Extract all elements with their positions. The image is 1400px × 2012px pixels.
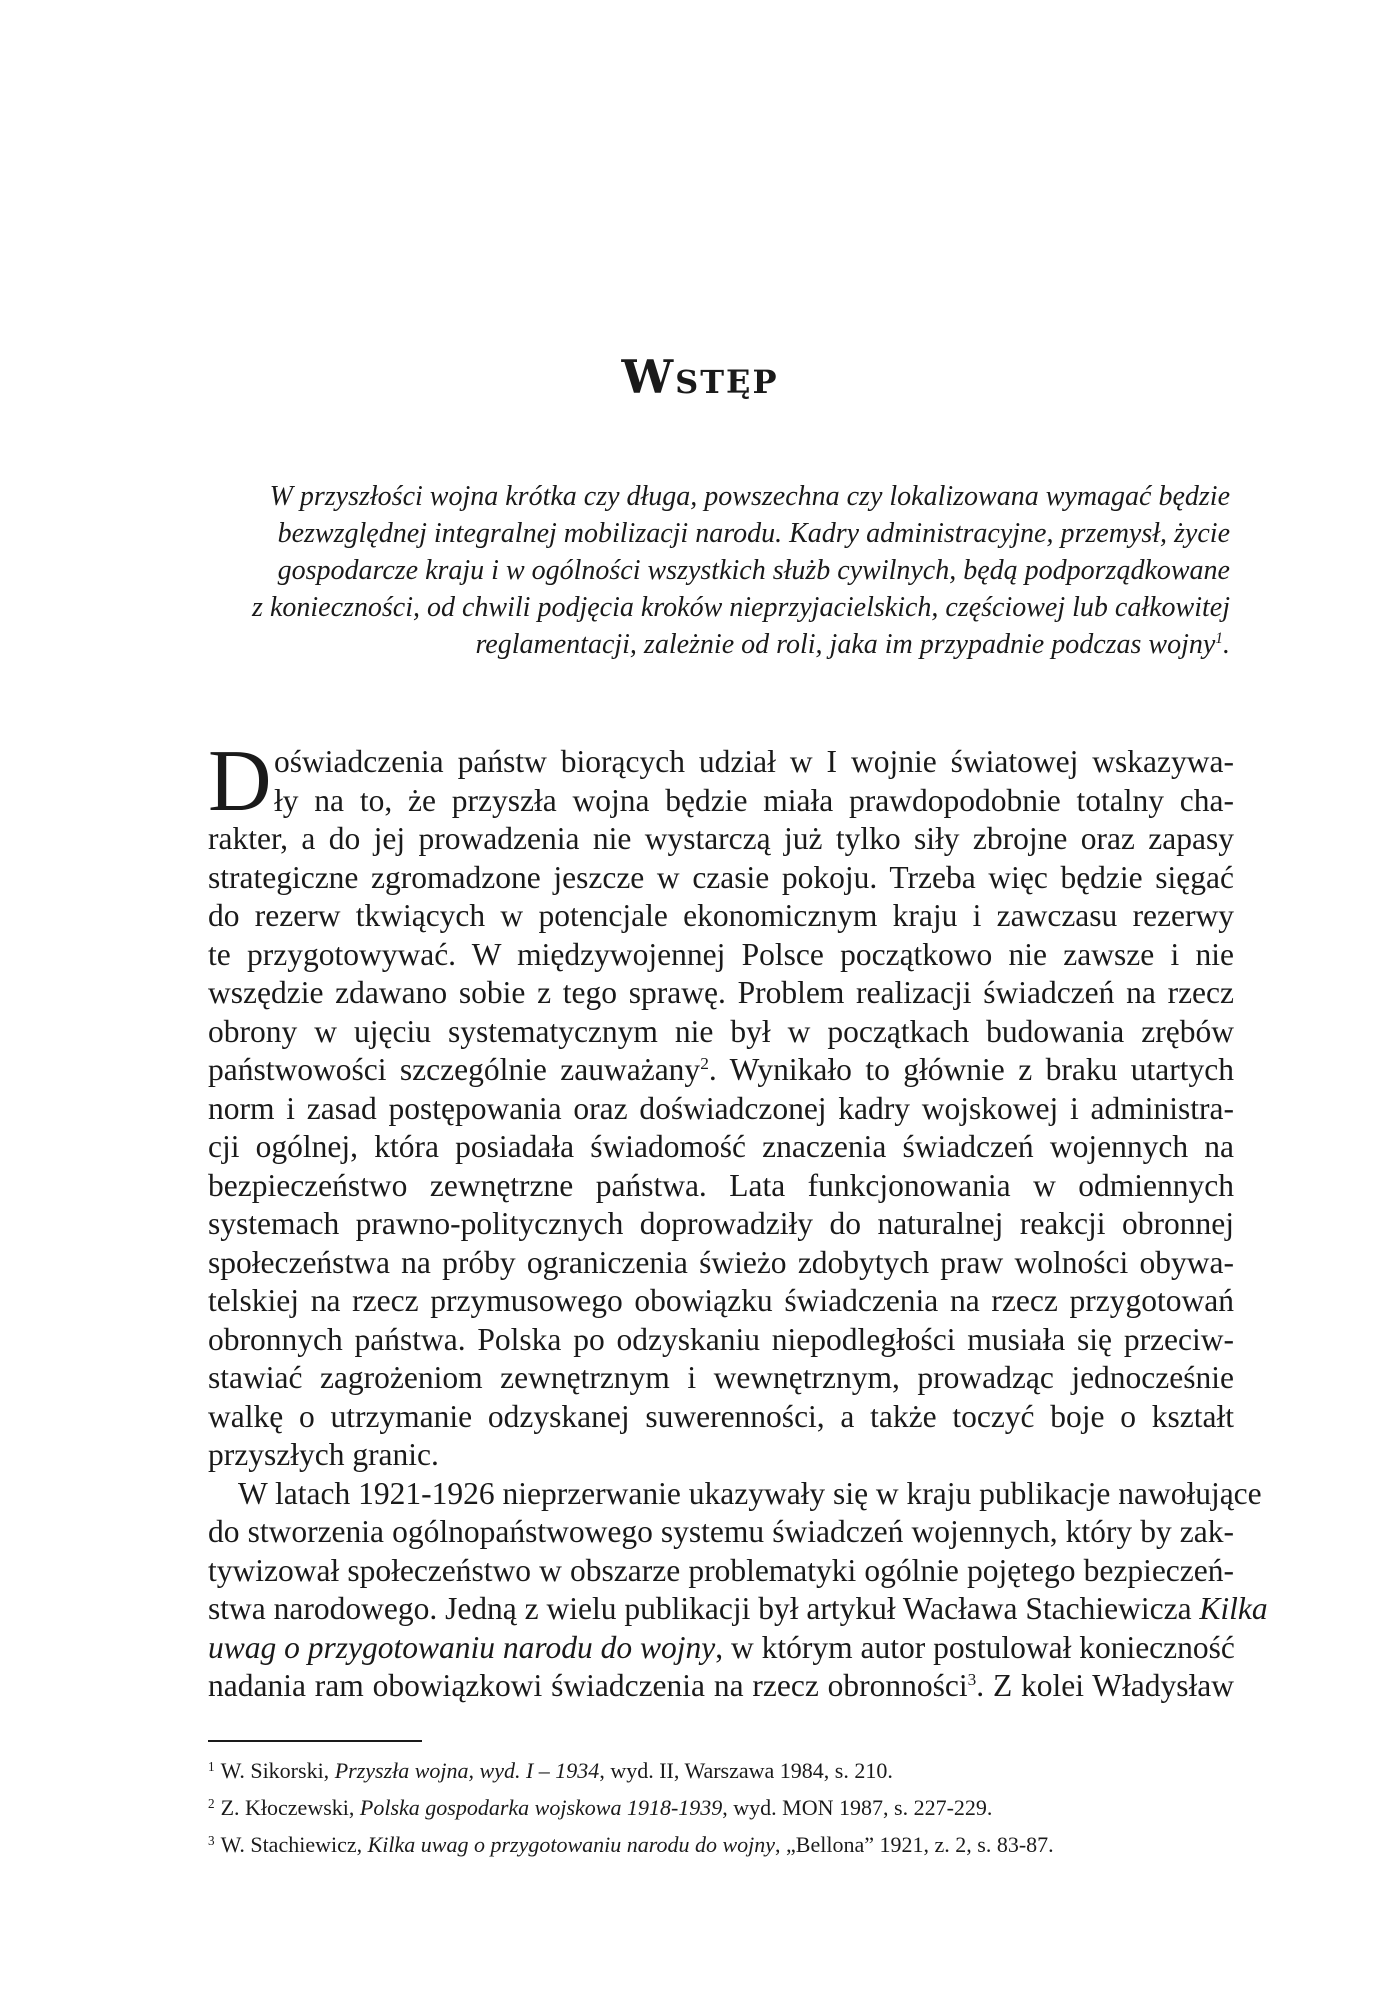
footnote-italic: Przyszła wojna, wyd. I – 1934: [334, 1758, 600, 1783]
body-line: [208, 1667, 1234, 1706]
footnote-ref: 1: [1215, 630, 1223, 647]
epigraph-line: z konieczności, od chwili podjęcia kroków nieprzyjacielskich, częściowej lub całkowitej: [252, 592, 1230, 623]
footnote-text: , wyd. II, Warszawa 1984, s. 210.: [599, 1758, 893, 1783]
epigraph-end: .: [1223, 629, 1230, 660]
body-line-text: , w którym autor postulował konieczność: [715, 1629, 1235, 1665]
body-line: systemach prawno-politycznych doprowadziły do naturalnej reakcji obronnej: [208, 1206, 1234, 1241]
body-line: oświadczenia państw biorących udział w I wojnie światowej wskazywa-: [274, 744, 1234, 779]
epigraph-line: gospodarcze kraju i w ogólności wszystkich służb cywilnych, będą podporządkowane: [277, 555, 1230, 586]
body-line: cji ogólnej, która posiadała świadomość znaczenia świadczeń wojennych na: [208, 1129, 1234, 1164]
footnote-number: 1: [208, 1758, 215, 1774]
epigraph-line: bezwzględnej integralnej mobilizacji narodu. Kadry administracyjne, przemysł, życie: [277, 518, 1230, 549]
body-line: [208, 1629, 1234, 1668]
body-line: bezpieczeństwo zewnętrzne państwa. Lata funkcjonowania w odmiennych: [208, 1167, 1234, 1203]
footnote-ref: 3: [967, 1669, 977, 1689]
footnote: [208, 1789, 1234, 1826]
body-line: do rezerw tkwiących w potencjale ekonomicznym kraju i zawczasu rezerwy: [208, 898, 1234, 933]
body-line: do stworzenia ogólnopaństwowego systemu świadczeń wojennych, który by zak-: [208, 1514, 1234, 1549]
epigraph-line: W przyszłości wojna krótka czy długa, powszechna czy lokalizowana wymagać będzie: [269, 481, 1230, 512]
body-line: obrony w ujęciu systematycznym nie był w początkach budowania zrębów: [208, 1013, 1234, 1049]
body-line: stawiać zagrożeniom zewnętrznym i wewnętrznym, prowadząc jednocześnie: [208, 1360, 1234, 1395]
footnotes: [208, 1752, 1234, 1863]
footnote-number: 2: [208, 1795, 215, 1811]
epigraph-line: [250, 626, 1230, 663]
footnote: [208, 1752, 1234, 1789]
body-line: telskiej na rzecz przymusowego obowiązku świadczenia na rzecz przygotowań: [208, 1283, 1234, 1318]
body-line: przyszłych granic.: [208, 1437, 439, 1472]
book-title-italic: Kilka: [1199, 1591, 1268, 1626]
chapter-title: Wstęp: [621, 350, 779, 404]
body-line: strategiczne zgromadzone jeszcze w czasie pokoju. Trzeba więc będzie sięgać: [208, 859, 1234, 895]
body-line: ły na to, że przyszła wojna będzie miała prawdopodobnie totalny cha-: [274, 782, 1234, 818]
footnote-italic: Kilka uwag o przygotowaniu narodu do wojny: [367, 1832, 776, 1857]
body-line: wszędzie zdawano sobie z tego sprawę. Problem realizacji świadczeń na rzecz: [208, 975, 1234, 1010]
body-text: [208, 733, 1268, 1706]
footnote-italic: Polska gospodarka wojskowa 1918-1939: [359, 1795, 723, 1820]
footnote-text: , „Bellona” 1921, z. 2, s. 83-87.: [775, 1832, 1054, 1857]
book-title-italic: uwag o przygotowaniu narodu do wojny: [208, 1629, 716, 1665]
body-line: walkę o utrzymanie odzyskanej suwerenności, a także toczyć boje o kształt: [208, 1398, 1234, 1434]
body-line: [208, 1590, 1268, 1629]
body-line: tywizował społeczeństwo w obszarze problematyki ogólnie pojętego bezpieczeń-: [208, 1552, 1234, 1588]
body-line-text: . Wynikało to głównie z braku utartych: [708, 1052, 1234, 1087]
body-line: te przygotowywać. W międzywojennej Polsce początkowo nie zawsze i nie: [208, 936, 1234, 972]
body-line: [208, 1051, 1234, 1090]
body-line: obronnych państwa. Polska po odzyskaniu niepodległości musiała się przeciw-: [208, 1321, 1234, 1357]
footnote-text: , wyd. MON 1987, s. 227-229.: [722, 1795, 993, 1820]
body-line-text: stwa narodowego. Jedną z wielu publikacji był artykuł Wacława Stachiewicza: [208, 1591, 1192, 1626]
drop-cap: D: [208, 733, 272, 830]
footnote: [208, 1826, 1234, 1863]
body-line-text: państwowości szczególnie zauważany: [208, 1052, 701, 1087]
footnote-ref: 2: [700, 1053, 709, 1073]
footnote-separator: [208, 1740, 422, 1742]
footnote-text: Z. Kłoczewski,: [220, 1795, 360, 1820]
footnote-text: W. Stachiewicz,: [220, 1832, 368, 1857]
epigraph: [250, 478, 1230, 663]
body-line-text: . Z kolei Władysław: [976, 1668, 1234, 1703]
body-line: norm i zasad postępowania oraz doświadczonej kadry wojskowej i administra-: [208, 1090, 1234, 1126]
body-line: rakter, a do jej prowadzenia nie wystarczą już tylko siły zbrojne oraz zapasy: [208, 821, 1234, 856]
body-line-text: nadania ram obowiązkowi świadczenia na rzecz obronności: [208, 1668, 968, 1703]
body-line: społeczeństwa na próby ograniczenia świeżo zdobytych praw wolności obywa-: [208, 1244, 1234, 1280]
body-line: W latach 1921-1926 nieprzerwanie ukazywały się w kraju publikacje nawołujące: [238, 1475, 1262, 1511]
footnote-text: W. Sikorski,: [220, 1758, 335, 1783]
epigraph-line-text: reglamentacji, zależnie od roli, jaka im przypadnie podczas wojny: [475, 629, 1216, 660]
footnote-number: 3: [208, 1832, 215, 1848]
